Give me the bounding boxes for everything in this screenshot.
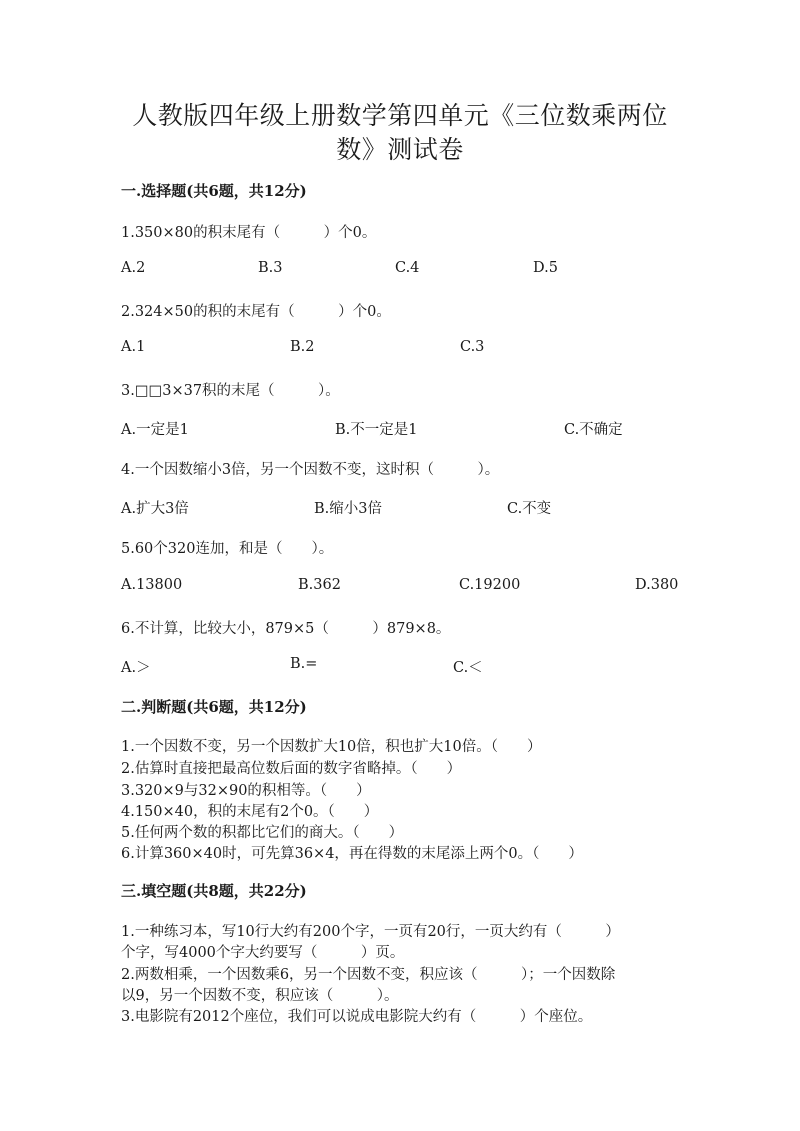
option: C.3 bbox=[460, 339, 485, 355]
judge-item: 2.估算时直接把最高位数后面的数字省略掉。（ ） bbox=[121, 761, 462, 777]
option: B.2 bbox=[290, 339, 315, 355]
option: B.不一定是1 bbox=[335, 422, 418, 438]
fill-line: 个字，写4000个字大约要写（ ）页。 bbox=[121, 945, 405, 961]
option: C.19200 bbox=[459, 577, 521, 593]
question-stem: 2.324×50的积的末尾有（ ）个0。 bbox=[121, 304, 391, 320]
option: A.1 bbox=[121, 339, 146, 355]
question-stem: 3.□□3×37积的末尾（ ）。 bbox=[121, 383, 340, 399]
option: A.扩大3倍 bbox=[121, 501, 189, 517]
option: C.不变 bbox=[507, 501, 552, 517]
section-choice-heading: 一.选择题(共6题，共12分) bbox=[121, 182, 307, 200]
judge-item: 1.一个因数不变，另一个因数扩大10倍，积也扩大10倍。（ ） bbox=[121, 739, 542, 755]
exam-title-line1: 人教版四年级上册数学第四单元《三位数乘两位 bbox=[132, 101, 668, 130]
question-stem: 6.不计算，比较大小，879×5（ ）879×8。 bbox=[121, 621, 451, 637]
option: B.3 bbox=[258, 260, 283, 276]
fill-line: 2.两数相乘，一个因数乘6，另一个因数不变，积应该（ ）；一个因数除 bbox=[121, 967, 616, 983]
question-stem: 5.60个320连加，和是（ ）。 bbox=[121, 541, 334, 557]
question-stem: 4.一个因数缩小3倍，另一个因数不变，这时积（ ）。 bbox=[121, 462, 500, 478]
option: D.5 bbox=[533, 260, 558, 276]
fill-line: 1.一种练习本，写10行大约有200个字，一页有20行，一页大约有（ ） bbox=[121, 924, 620, 940]
judge-item: 4.150×40，积的末尾有2个0。（ ） bbox=[121, 804, 379, 820]
option: B.= bbox=[290, 656, 318, 672]
judge-item: 3.320×9与32×90的积相等。（ ） bbox=[121, 783, 371, 799]
option: C.4 bbox=[395, 260, 420, 276]
option: C.不确定 bbox=[564, 422, 623, 438]
option: B.362 bbox=[298, 577, 341, 593]
option: A.一定是1 bbox=[121, 422, 189, 438]
question-stem: 1.350×80的积末尾有（ ）个0。 bbox=[121, 225, 377, 241]
fill-line: 以9，另一个因数不变，积应该（ ）。 bbox=[121, 988, 399, 1004]
fill-line: 3.电影院有2012个座位，我们可以说成电影院大约有（ ）个座位。 bbox=[121, 1009, 593, 1025]
judge-item: 6.计算360×40时，可先算36×4，再在得数的末尾添上两个0。（ ） bbox=[121, 846, 583, 862]
section-fill-heading: 三.填空题(共8题，共22分) bbox=[121, 882, 307, 900]
option: C.＜ bbox=[453, 660, 483, 676]
option: A.2 bbox=[121, 260, 146, 276]
option: B.缩小3倍 bbox=[314, 501, 382, 517]
option: A.＞ bbox=[121, 660, 151, 676]
option: D.380 bbox=[635, 577, 679, 593]
option: A.13800 bbox=[121, 577, 183, 593]
judge-item: 5.任何两个数的积都比它们的商大。（ ） bbox=[121, 825, 404, 841]
section-judge-heading: 二.判断题(共6题，共12分) bbox=[121, 698, 307, 716]
exam-title-line2: 数》测试卷 bbox=[336, 135, 464, 164]
